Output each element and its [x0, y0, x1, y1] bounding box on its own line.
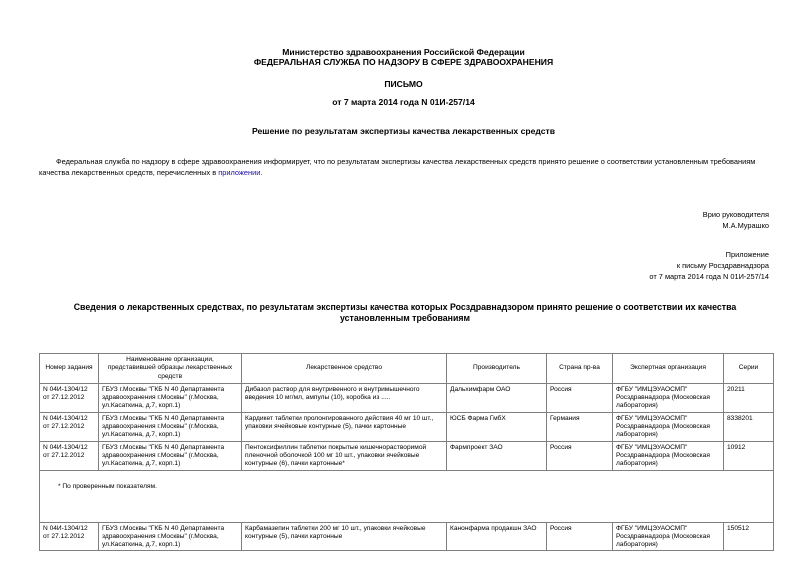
header-medicine: Лекарственное средство	[242, 354, 447, 384]
appendix-label: Приложение	[725, 250, 769, 259]
cell-country: Россия	[547, 383, 613, 412]
appendix-link[interactable]: приложении	[218, 168, 261, 177]
cell-medicine: Карбамазепин таблетки 200 мг 10 шт., упаковки ячейковые контурные (5), пачки картонные	[242, 522, 447, 551]
cell-series: 10912	[724, 441, 774, 470]
cell-organization: ГБУЗ г.Москвы "ГКБ N 40 Департамента здравоохранения г.Москвы" (г.Москва, ул.Касаткина, д.7, корп.1)	[99, 441, 242, 470]
cell-medicine: Кардикет таблетки пролонгированного действия 40 мг 10 шт., упаковки ячейковые контурные (5), пачки картонные	[242, 412, 447, 441]
header-organization: Наименование организации, представившей образцы лекарственных средств	[99, 354, 242, 384]
appendix-to-letter: к письму Росздравнадзора	[676, 261, 769, 270]
cell-manufacturer: Канонфарма продакшн ЗАО	[447, 522, 547, 551]
cell-manufacturer: ЮСБ Фарма ГмбХ	[447, 412, 547, 441]
intro-paragraph	[39, 156, 774, 178]
header-expert-org: Экспертная организация	[613, 354, 724, 384]
cell-task-number: N 04И-1304/12 от 27.12.2012	[40, 412, 99, 441]
cell-task-number: N 04И-1304/12 от 27.12.2012	[40, 522, 99, 551]
medicines-table	[39, 353, 774, 551]
cell-organization: ГБУЗ г.Москвы "ГКБ N 40 Департамента здравоохранения г.Москвы" (г.Москва, ул.Касаткина, д.7, корп.1)	[99, 412, 242, 441]
cell-country: Германия	[547, 412, 613, 441]
table-note-row	[40, 470, 774, 522]
intro-text: Федеральная служба по надзору в сфере здравоохранения информирует, что по результатам экспертизы качества лекарственных средств принято решение о соответствии установленным требованиям качества лекарственных средств, перечисленных в	[39, 157, 756, 177]
signature-name: М.А.Мурашко	[722, 221, 769, 230]
header-country: Страна пр-ва	[547, 354, 613, 384]
table-row	[40, 441, 774, 470]
cell-manufacturer: Фармпроект ЗАО	[447, 441, 547, 470]
table-footnote: * По проверенным показателям.	[40, 470, 774, 522]
cell-expert-org: ФГБУ "ИМЦЭУАОСМП" Росздравнадзора (Московская лаборатория)	[613, 522, 724, 551]
table-row	[40, 522, 774, 551]
cell-expert-org: ФГБУ "ИМЦЭУАОСМП" Росздравнадзора (Московская лаборатория)	[613, 441, 724, 470]
table-row	[40, 412, 774, 441]
cell-manufacturer: Дальхимфарм ОАО	[447, 383, 547, 412]
cell-country: Россия	[547, 522, 613, 551]
cell-series: 150512	[724, 522, 774, 551]
cell-series: 8338201	[724, 412, 774, 441]
cell-country: Россия	[547, 441, 613, 470]
table-header-row	[40, 354, 774, 384]
cell-expert-org: ФГБУ "ИМЦЭУАОСМП" Росздравнадзора (Московская лаборатория)	[613, 383, 724, 412]
header-series: Серии	[724, 354, 774, 384]
cell-organization: ГБУЗ г.Москвы "ГКБ N 40 Департамента здравоохранения г.Москвы" (г.Москва, ул.Касаткина, д.7, корп.1)	[99, 383, 242, 412]
document-type: ПИСЬМО	[384, 79, 423, 89]
cell-task-number: N 04И-1304/12 от 27.12.2012	[40, 441, 99, 470]
appendix-title: Сведения о лекарственных средствах, по результатам экспертизы качества которых Росздравнадзором принято решение о соответствии их качества установленным требованиям	[73, 302, 737, 323]
cell-task-number: N 04И-1304/12 от 27.12.2012	[40, 383, 99, 412]
appendix-ref: от 7 марта 2014 года N 01И-257/14	[649, 272, 769, 281]
cell-medicine: Пентоксифиллин таблетки покрытые кишечнорастворимой пленочной оболочкой 100 мг 10 шт., упаковки ячейковые контурные (6), пачки картонные*	[242, 441, 447, 470]
signature-position: Врио руководителя	[702, 210, 769, 219]
cell-expert-org: ФГБУ "ИМЦЭУАОСМП" Росздравнадзора (Московская лаборатория)	[613, 412, 724, 441]
cell-series: 20211	[724, 383, 774, 412]
service-name: ФЕДЕРАЛЬНАЯ СЛУЖБА ПО НАДЗОРУ В СФЕРЕ ЗДРАВООХРАНЕНИЯ	[253, 57, 554, 67]
intro-text-end: .	[260, 168, 263, 177]
header-task-number: Номер задания	[40, 354, 99, 384]
table-row	[40, 383, 774, 412]
header-manufacturer: Производитель	[447, 354, 547, 384]
cell-organization: ГБУЗ г.Москвы "ГКБ N 40 Департамента здравоохранения г.Москвы" (г.Москва, ул.Касаткина, д.7, корп.1)	[99, 522, 242, 551]
cell-medicine: Дибазол раствор для внутривенного и внутримышечного введения 10 мг/мл, ампулы (10), коробка из .....	[242, 383, 447, 412]
document-date: от 7 марта 2014 года N 01И-257/14	[332, 97, 475, 107]
ministry-name: Министерство здравоохранения Российской Федерации	[282, 47, 525, 57]
document-title: Решение по результатам экспертизы качества лекарственных средств	[251, 126, 556, 136]
